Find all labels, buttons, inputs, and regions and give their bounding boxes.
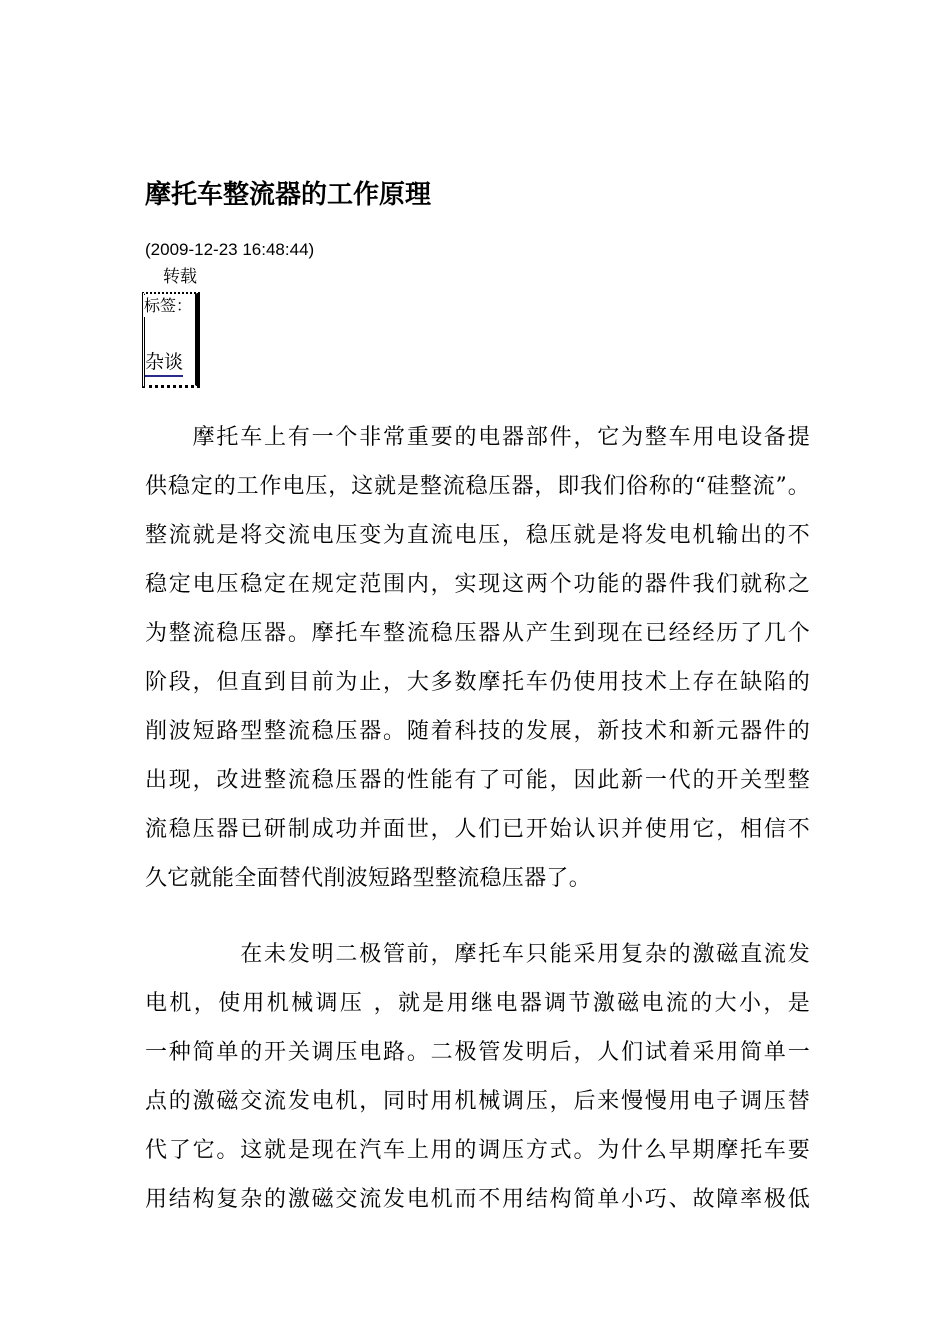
paragraph-line: 出现，改进整流稳压器的性能有了可能，因此新一代的开关型整 xyxy=(145,768,810,793)
paragraph-line: 流稳压器已研制成功并面世，人们已开始认识并使用它，相信不 xyxy=(145,817,810,842)
paragraph-line: 供稳定的工作电压，这就是整流稳压器，即我们俗称的“硅整流”。 xyxy=(145,474,810,499)
paragraph-line: 点的激磁交流发电机，同时用机械调压，后来慢慢用电子调压替 xyxy=(145,1089,810,1114)
paragraph-line: 在未发明二极管前，摩托车只能采用复杂的激磁直流发 xyxy=(145,942,810,967)
paragraph-line: 稳定电压稳定在规定范围内，实现这两个功能的器件我们就称之 xyxy=(145,572,810,597)
paragraph-line: 代了它。这就是现在汽车上用的调压方式。为什么早期摩托车要 xyxy=(145,1138,810,1163)
paragraph-line: 摩托车上有一个非常重要的电器部件，它为整车用电设备提 xyxy=(145,425,810,450)
article-paragraph-2 xyxy=(145,930,810,1224)
tag-link-zatan[interactable]: 杂谈 xyxy=(145,350,183,377)
article-paragraph-1 xyxy=(145,413,810,903)
paragraph-line: 电机，使用机械调压 ，就是用继电器调节激磁电流的大小，是 xyxy=(145,991,810,1016)
paragraph-line: 一种简单的开关调压电路。二极管发明后，人们试着采用简单一 xyxy=(145,1040,810,1065)
paragraph-line: 阶段，但直到目前为止，大多数摩托车仍使用技术上存在缺陷的 xyxy=(145,670,810,695)
tag-label: 标签： xyxy=(144,296,193,315)
post-date: (2009-12-23 16:48:44) xyxy=(145,240,315,259)
paragraph-line: 削波短路型整流稳压器。随着科技的发展，新技术和新元器件的 xyxy=(145,719,810,744)
repost-label: 转载 xyxy=(163,267,197,287)
page-title: 摩托车整流器的工作原理 xyxy=(145,180,432,211)
paragraph-line: 整流就是将交流电压变为直流电压，稳压就是将发电机输出的不 xyxy=(145,523,810,548)
paragraph-line: 久它就能全面替代削波短路型整流稳压器了。 xyxy=(145,866,592,891)
paragraph-line: 为整流稳压器。摩托车整流稳压器从产生到现在已经经历了几个 xyxy=(145,621,810,646)
paragraph-line: 用结构复杂的激磁交流发电机而不用结构简单小巧、故障率极低 xyxy=(145,1187,810,1212)
